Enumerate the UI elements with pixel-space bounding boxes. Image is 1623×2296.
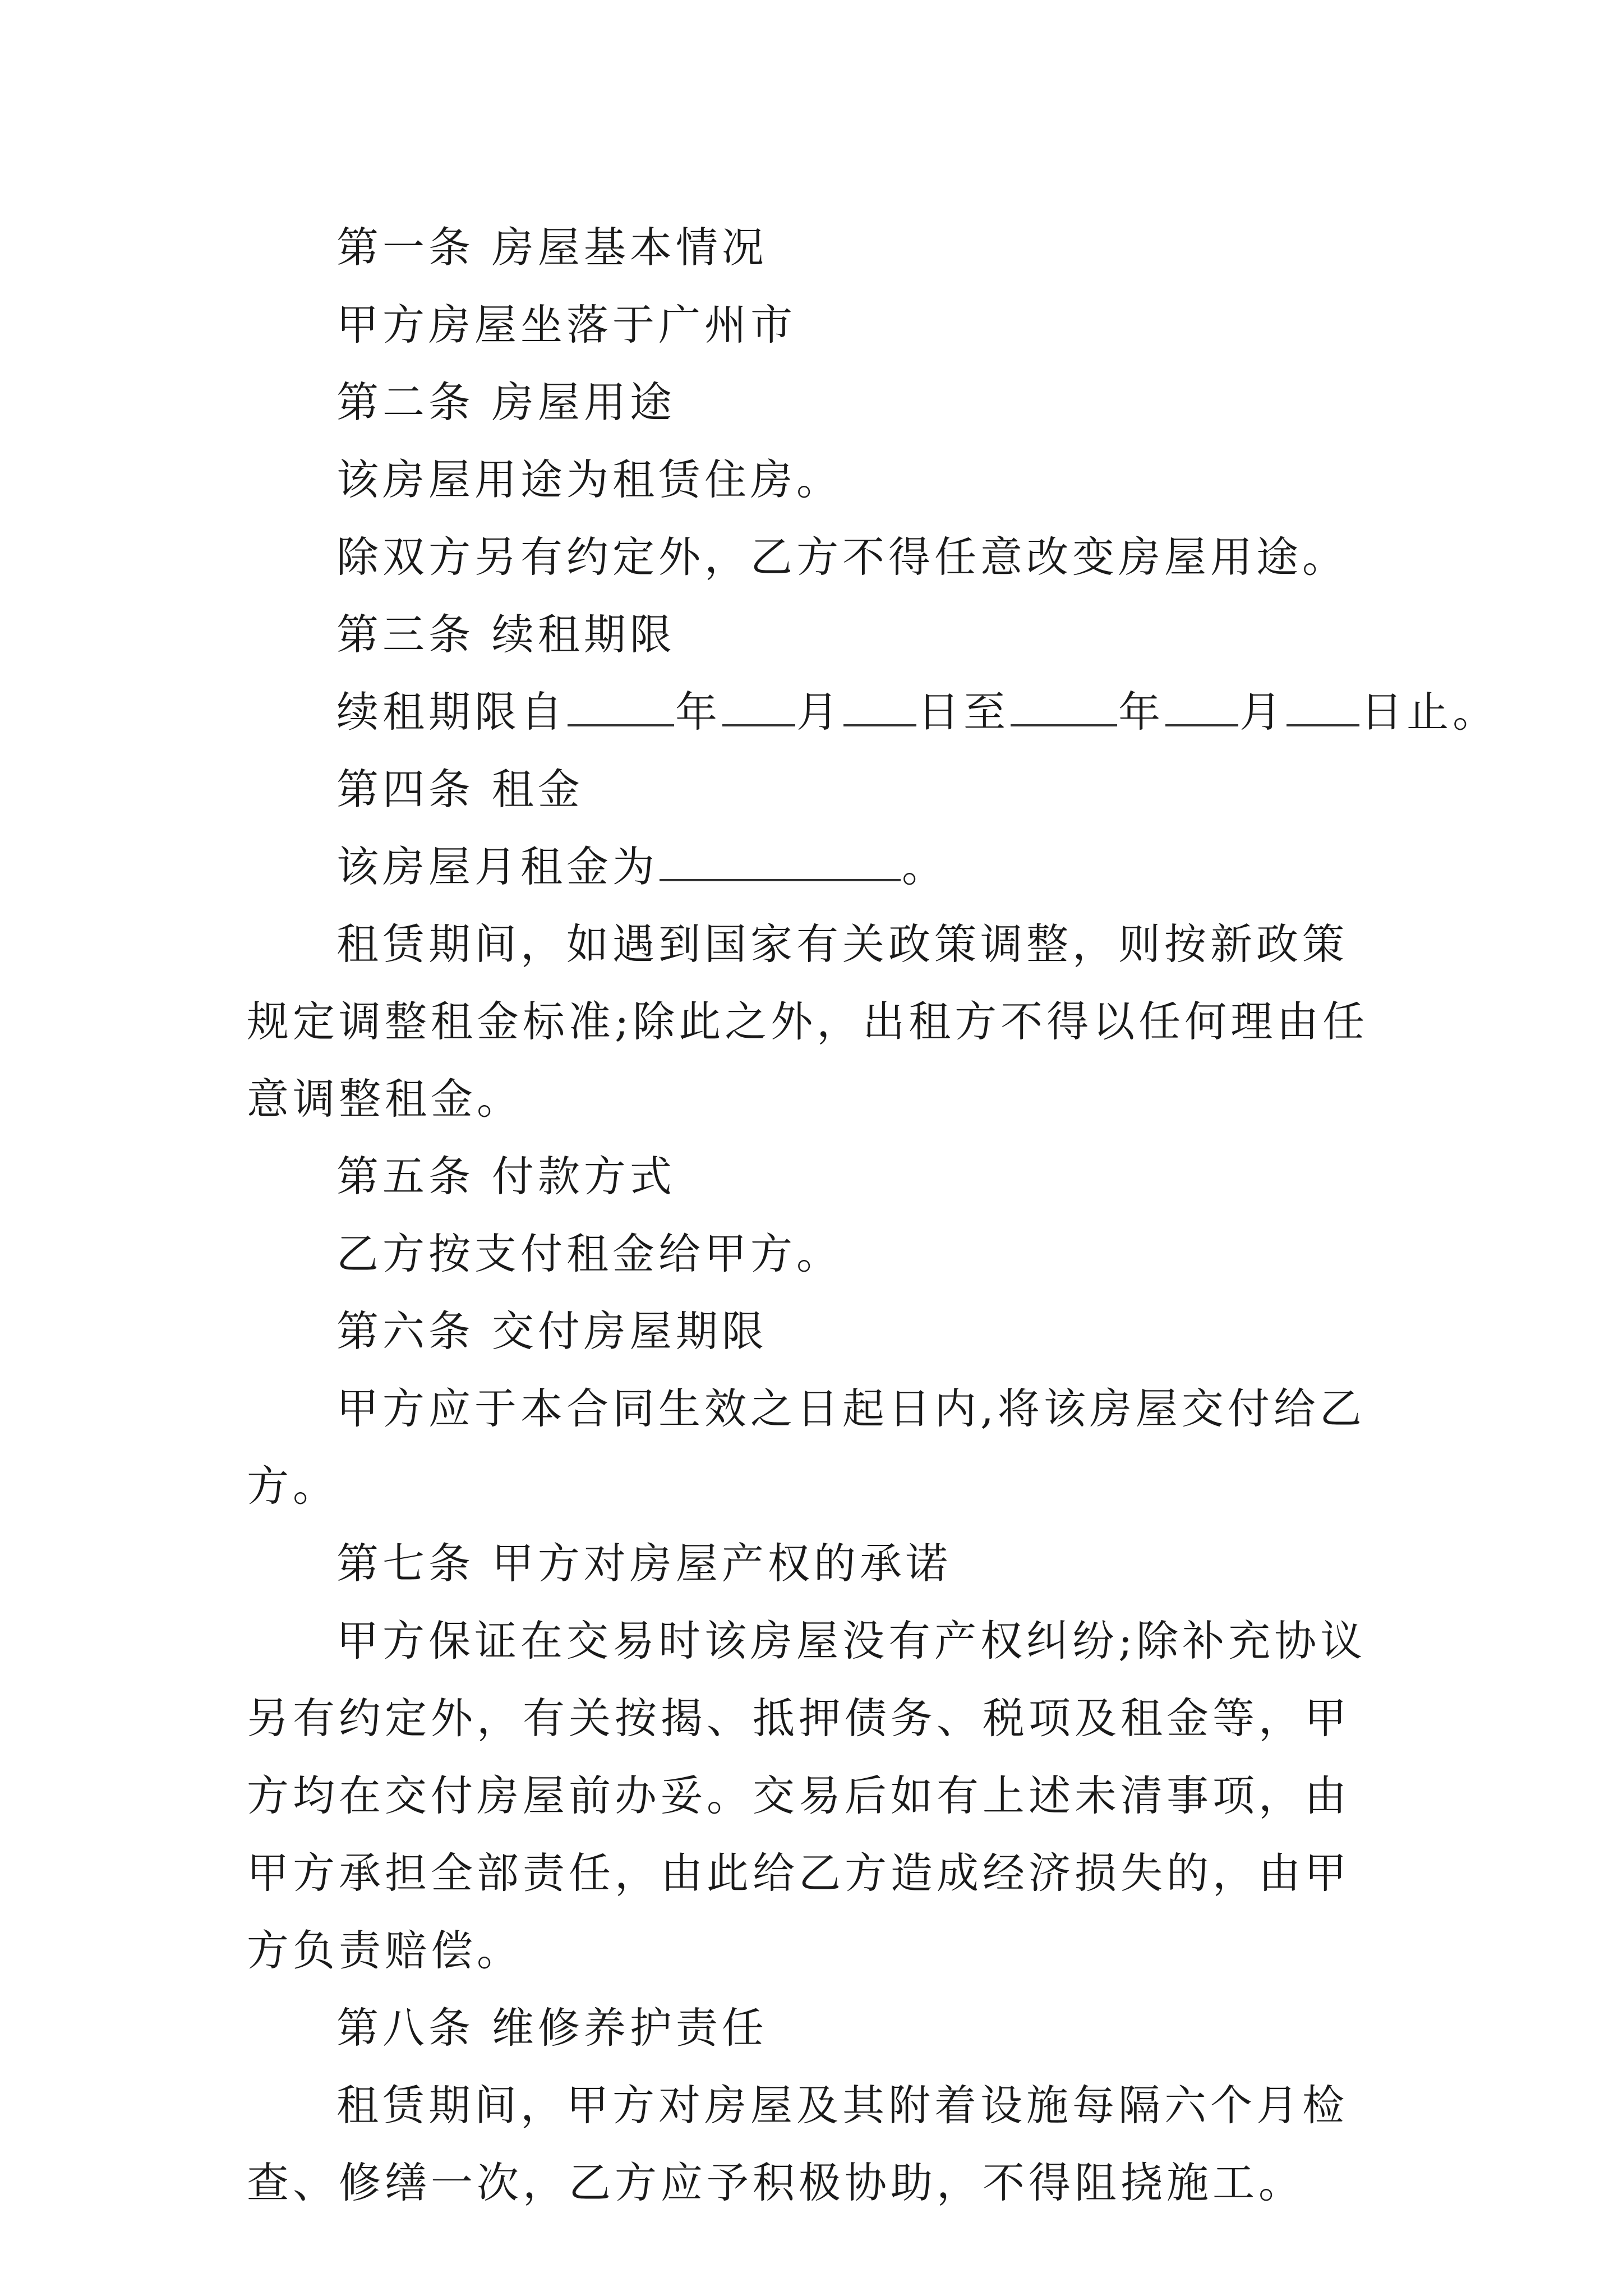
- renewal-day-end-label: 日止。: [1361, 687, 1499, 737]
- article-5-heading: 第五条 付款方式: [336, 1152, 676, 1201]
- renewal-term-prefix: 续租期限自: [336, 687, 567, 737]
- blank-start-day[interactable]: [843, 689, 916, 726]
- renewal-year2-label: 年: [1118, 687, 1165, 737]
- blank-monthly-rent[interactable]: [660, 844, 901, 881]
- article-6-heading: 第六条 交付房屋期限: [336, 1306, 768, 1356]
- title-guarantee-clause: 甲方保证在交易时该房屋没有产权纠纷;除补充协议另有约定外，有关按揭、抵押债务、税项及租金等，甲方均在交付房屋前办妥。交易后如有上述未清事项，由甲方承担全部责任，由此给乙方造成经济损失的，由甲方负责赔偿。: [247, 1616, 1367, 1975]
- delivery-deadline: 甲方应于本合同生效之日起日内,将该房屋交付给乙方。: [247, 1384, 1366, 1511]
- article-4-heading: 第四条 租金: [336, 765, 584, 814]
- blank-start-year[interactable]: [568, 689, 674, 726]
- property-location: 甲方房屋坐落于广州市: [336, 300, 797, 349]
- usage-restriction: 除双方另有约定外，乙方不得任意改变房屋用途。: [336, 532, 1349, 582]
- article-7-heading: 第七条 甲方对房屋产权的承诺: [336, 1539, 952, 1588]
- monthly-rent-prefix: 该房屋月租金为: [336, 842, 659, 891]
- renewal-month2-label: 月: [1239, 687, 1286, 737]
- renewal-month-label: 月: [796, 687, 843, 737]
- renewal-term-line: [247, 673, 1499, 751]
- article-1-heading: 第一条 房屋基本情况: [336, 223, 768, 272]
- monthly-rent-suffix: 。: [902, 842, 948, 891]
- article-8-heading: 第八条 维修养护责任: [336, 2003, 768, 2053]
- maintenance-clause: 租赁期间，甲方对房屋及其附着设施每隔六个月检查、修缮一次，乙方应予积极协助，不得阻挠施工。: [247, 2081, 1349, 2207]
- renewal-year-label: 年: [675, 687, 722, 737]
- blank-start-month[interactable]: [722, 689, 795, 726]
- blank-end-month[interactable]: [1165, 689, 1238, 726]
- blank-end-year[interactable]: [1011, 689, 1117, 726]
- article-3-heading: 第三条 续租期限: [336, 610, 676, 659]
- contract-body: [247, 209, 1499, 2221]
- payment-method: 乙方按支付租金给甲方。: [336, 1229, 843, 1278]
- renewal-day-to-label: 日至: [917, 687, 1010, 737]
- blank-end-day[interactable]: [1287, 689, 1359, 726]
- property-usage: 该房屋用途为租赁住房。: [336, 455, 843, 504]
- rent-adjustment-clause: 租赁期间，如遇到国家有关政策调整，则按新政策规定调整租金标准;除此之外，出租方不得以任何理由任意调整租金。: [247, 919, 1369, 1124]
- article-2-heading: 第二条 房屋用途: [336, 378, 676, 427]
- monthly-rent-line: [247, 828, 1380, 905]
